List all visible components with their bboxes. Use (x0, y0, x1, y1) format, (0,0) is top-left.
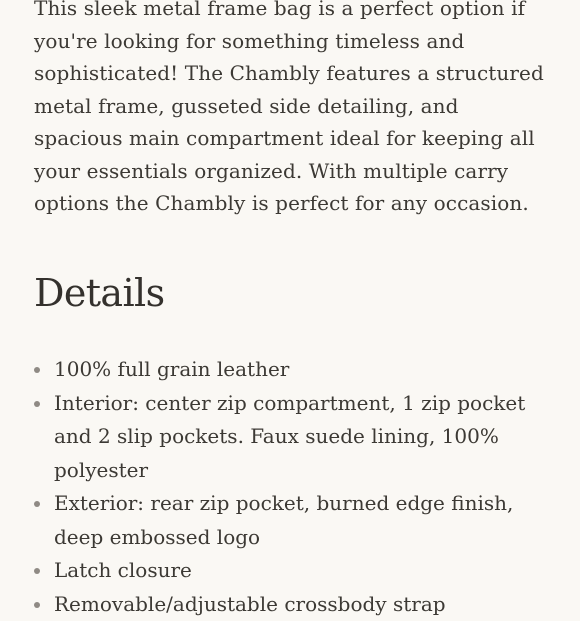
bullet-icon (34, 367, 40, 373)
bullet-icon (34, 501, 40, 507)
list-item-text: Interior: center zip compartment, 1 zip pocket and 2 slip pockets. Faux suede lining, 100% polyester (54, 391, 525, 482)
details-heading: Details (34, 268, 165, 318)
list-item-text: Removable/adjustable crossbody strap (54, 592, 446, 616)
list-item (34, 588, 540, 621)
bullet-icon (34, 568, 40, 574)
list-item (34, 353, 540, 387)
product-info (34, 0, 544, 228)
product-description: This sleek metal frame bag is a perfect option if you're looking for something timeless and sophisticated! The Chambly features a structured metal frame, gusseted side detailing, and spacious main compartment ideal for keeping all your essentials organized. With multiple carry options the Chambly is perfect for any occasion. (34, 0, 544, 220)
list-item (34, 387, 540, 488)
list-item-text: Latch closure (54, 558, 192, 582)
list-item (34, 554, 540, 588)
details-list (34, 353, 540, 621)
bullet-icon (34, 602, 40, 608)
list-item-text: Exterior: rear zip pocket, burned edge finish, deep embossed logo (54, 491, 513, 549)
bullet-icon (34, 401, 40, 407)
list-item-text: 100% full grain leather (54, 357, 289, 381)
list-item (34, 487, 540, 554)
